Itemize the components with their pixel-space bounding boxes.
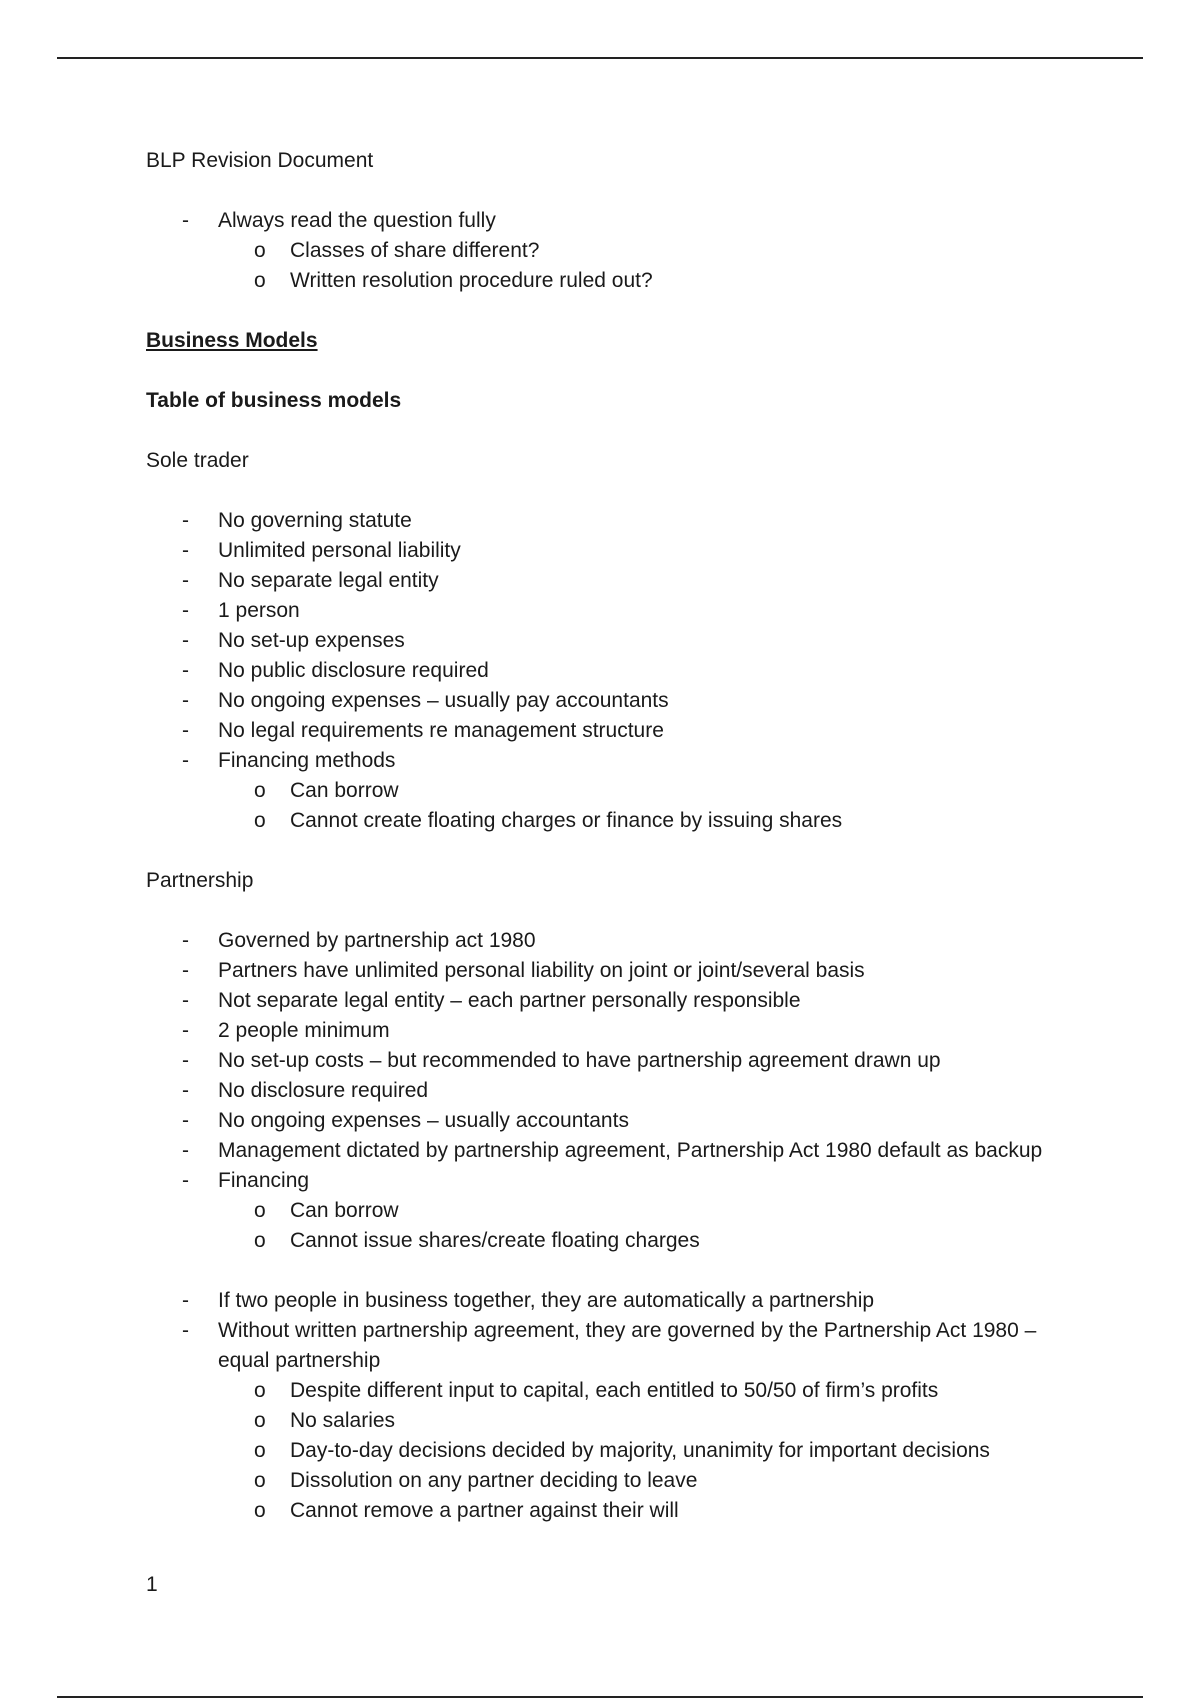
list-item: - Partners have unlimited personal liability on joint or joint/several basis bbox=[146, 956, 1046, 986]
list-item: o Dissolution on any partner deciding to leave bbox=[218, 1466, 1046, 1496]
dash-bullet: - bbox=[182, 989, 189, 1012]
list-item: - 1 person bbox=[146, 596, 1046, 626]
list-item: - If two people in business together, they are automatically a partnership bbox=[146, 1286, 1046, 1316]
circle-bullet: o bbox=[254, 1409, 266, 1432]
dash-bullet: - bbox=[182, 719, 189, 742]
circle-bullet: o bbox=[254, 1229, 266, 1252]
sub-list bbox=[218, 1196, 1046, 1256]
circle-bullet: o bbox=[254, 809, 266, 832]
list-item: - Always read the question fully o Classes of share different? o Written resolution procedure ruled out? bbox=[146, 206, 1046, 296]
list-item: - No separate legal entity bbox=[146, 566, 1046, 596]
list-item: - No set-up expenses bbox=[146, 626, 1046, 656]
dash-bullet: - bbox=[182, 1169, 189, 1192]
list-item: - Financing methods o Can borrow o Cannot create floating charges or finance by issuing shares bbox=[146, 746, 1046, 836]
list-item: o Cannot create floating charges or finance by issuing shares bbox=[218, 806, 1046, 836]
subsection-heading: Table of business models bbox=[146, 389, 402, 412]
document-body bbox=[146, 146, 1046, 1526]
circle-bullet: o bbox=[254, 1199, 266, 1222]
page-number: 1 bbox=[146, 1573, 158, 1596]
dash-bullet: - bbox=[182, 1109, 189, 1132]
dash-bullet: - bbox=[182, 959, 189, 982]
list-item: o Day-to-day decisions decided by majority, unanimity for important decisions bbox=[218, 1436, 1046, 1466]
document-title: BLP Revision Document bbox=[146, 149, 374, 172]
list-item: - Unlimited personal liability bbox=[146, 536, 1046, 566]
list-item: o Cannot remove a partner against their will bbox=[218, 1496, 1046, 1526]
dash-bullet: - bbox=[182, 1049, 189, 1072]
circle-bullet: o bbox=[254, 1499, 266, 1522]
list-item: - No ongoing expenses – usually pay accountants bbox=[146, 686, 1046, 716]
list-item: - Not separate legal entity – each partner personally responsible bbox=[146, 986, 1046, 1016]
circle-bullet: o bbox=[254, 239, 266, 262]
sub-list bbox=[218, 776, 1046, 836]
dash-bullet: - bbox=[182, 1079, 189, 1102]
list-item: - No legal requirements re management structure bbox=[146, 716, 1046, 746]
list-item: - Without written partnership agreement, they are governed by the Partnership Act 1980 – equal partnership o Despite different input to capital, each entitled to 50/50 of firm’s profits o No salaries o Day-to-day decisions decided by majority, unanimity for important decisions o Dissolution on any partner deciding to leave o Cannot remove a partner against their will bbox=[146, 1316, 1046, 1526]
dash-bullet: - bbox=[182, 599, 189, 622]
dash-bullet: - bbox=[182, 689, 189, 712]
sub-list bbox=[218, 1376, 1046, 1526]
dash-bullet: - bbox=[182, 749, 189, 772]
intro-list bbox=[146, 206, 1046, 296]
circle-bullet: o bbox=[254, 1379, 266, 1402]
dash-bullet: - bbox=[182, 209, 189, 232]
list-item: - No disclosure required bbox=[146, 1076, 1046, 1106]
header-rule bbox=[57, 57, 1143, 59]
dash-bullet: - bbox=[182, 929, 189, 952]
sub-list bbox=[218, 236, 1046, 296]
list-item: o Despite different input to capital, each entitled to 50/50 of firm’s profits bbox=[218, 1376, 1046, 1406]
dash-bullet: - bbox=[182, 569, 189, 592]
dash-bullet: - bbox=[182, 1289, 189, 1312]
list-item: o Written resolution procedure ruled out? bbox=[218, 266, 1046, 296]
list-item: - Financing o Can borrow o Cannot issue shares/create floating charges bbox=[146, 1166, 1046, 1256]
list-item: o Can borrow bbox=[218, 1196, 1046, 1226]
circle-bullet: o bbox=[254, 779, 266, 802]
list-item: - 2 people minimum bbox=[146, 1016, 1046, 1046]
dash-bullet: - bbox=[182, 1019, 189, 1042]
dash-bullet: - bbox=[182, 629, 189, 652]
sole-trader-list bbox=[146, 506, 1046, 836]
dash-bullet: - bbox=[182, 509, 189, 532]
dash-bullet: - bbox=[182, 1139, 189, 1162]
list-item: o Classes of share different? bbox=[218, 236, 1046, 266]
partnership-list bbox=[146, 926, 1046, 1256]
dash-bullet: - bbox=[182, 1319, 189, 1342]
list-item: - No ongoing expenses – usually accountants bbox=[146, 1106, 1046, 1136]
list-item: o Cannot issue shares/create floating charges bbox=[218, 1226, 1046, 1256]
circle-bullet: o bbox=[254, 1439, 266, 1462]
list-item: - No governing statute bbox=[146, 506, 1046, 536]
partnership-label: Partnership bbox=[146, 869, 254, 892]
list-item: o Can borrow bbox=[218, 776, 1046, 806]
list-item: - Management dictated by partnership agreement, Partnership Act 1980 default as backup bbox=[146, 1136, 1046, 1166]
dash-bullet: - bbox=[182, 539, 189, 562]
partnership-notes-list bbox=[146, 1286, 1046, 1526]
list-item: - No public disclosure required bbox=[146, 656, 1046, 686]
circle-bullet: o bbox=[254, 1469, 266, 1492]
list-item: - Governed by partnership act 1980 bbox=[146, 926, 1046, 956]
list-item: - No set-up costs – but recommended to have partnership agreement drawn up bbox=[146, 1046, 1046, 1076]
circle-bullet: o bbox=[254, 269, 266, 292]
list-item: o No salaries bbox=[218, 1406, 1046, 1436]
dash-bullet: - bbox=[182, 659, 189, 682]
sole-trader-label: Sole trader bbox=[146, 449, 249, 472]
footer-rule bbox=[57, 1696, 1143, 1698]
section-heading: Business Models bbox=[146, 329, 318, 352]
